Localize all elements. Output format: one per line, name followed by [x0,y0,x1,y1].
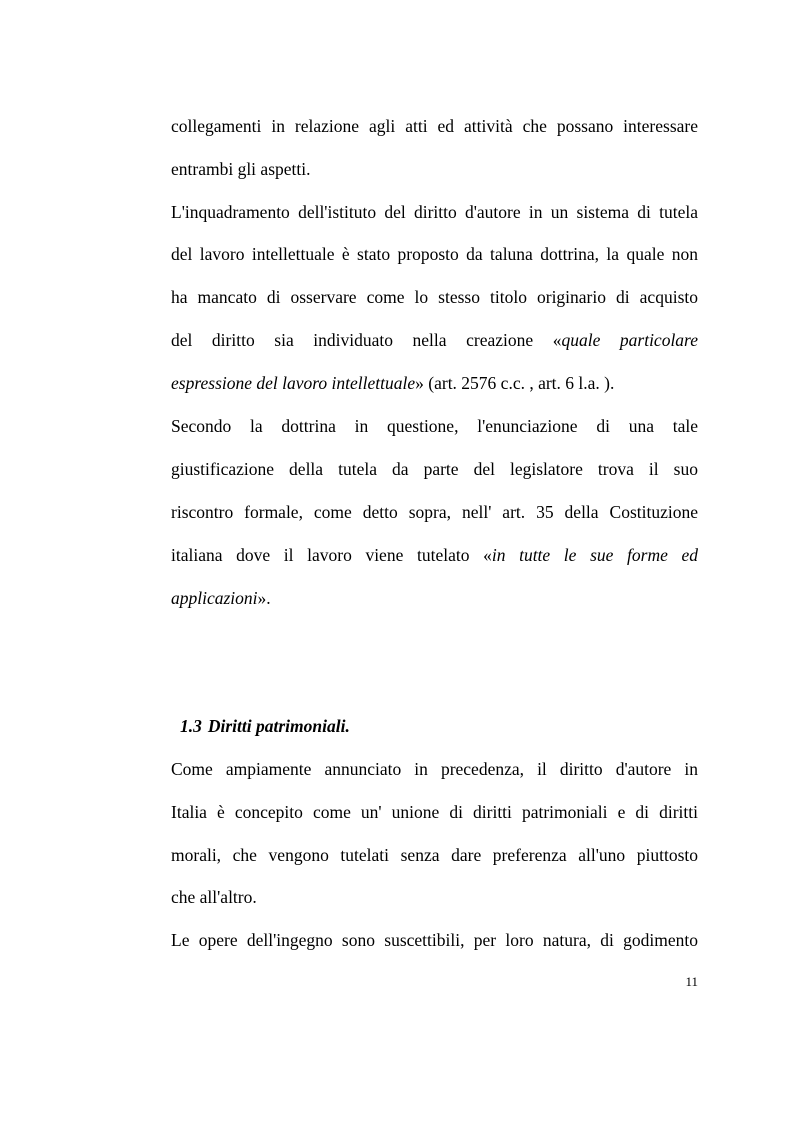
paragraph-line: giustificazione della tutela da parte del legislatore trova il suo [171,459,698,479]
paragraph-line: riscontro formale, come detto sopra, nell' art. 35 della Costituzione [171,502,698,522]
italic-quote: in tutte le sue forme ed [491,545,698,565]
italic-quote: espressione del lavoro intellettuale [171,373,416,393]
page-number: 11 [685,974,698,989]
paragraph-line: entrambi gli aspetti. [171,159,311,179]
paragraph-line: del lavoro intellettuale è stato proposto da taluna dottrina, la quale non [171,244,698,264]
paragraph-line: Le opere dell'ingegno sono suscettibili, per loro natura, di godimento [171,930,698,950]
paragraph-line: morali, che vengono tutelati senza dare preferenza all'uno piuttosto [171,845,698,865]
section-heading [180,714,350,738]
paragraph-line: Italia è concepito come un' unione di diritti patrimoniali e di diritti [171,802,698,822]
paragraph-line: Come ampiamente annunciato in precedenza, il diritto d'autore in [171,759,698,779]
paragraph-line: ha mancato di osservare come lo stesso titolo originario di acquisto [171,287,698,307]
italic-quote: applicazioni [171,588,258,608]
paragraph-line: collegamenti in relazione agli atti ed attività che possano interessare [171,116,698,136]
paragraph-line [171,543,698,567]
text-run: » (art. 2576 c.c. , art. 6 l.a. ). [415,373,615,393]
section-number: 1.3 [180,716,202,736]
paragraph-line [171,371,698,395]
italic-quote: quale particolare [561,330,698,350]
paragraph-line: L'inquadramento dell'istituto del diritto d'autore in un sistema di tutela [171,202,698,222]
text-run: italiana dove il lavoro viene tutelato « [171,545,492,565]
paragraph-line [171,328,698,352]
text-run: ». [257,588,271,608]
paragraph-line: Secondo la dottrina in questione, l'enunciazione di una tale [171,416,698,436]
paragraph-line [171,586,698,610]
text-run: del diritto sia individuato nella creazione « [171,330,562,350]
section-title: Diritti patrimoniali. [207,716,350,736]
paragraph-line: che all'altro. [171,887,257,907]
